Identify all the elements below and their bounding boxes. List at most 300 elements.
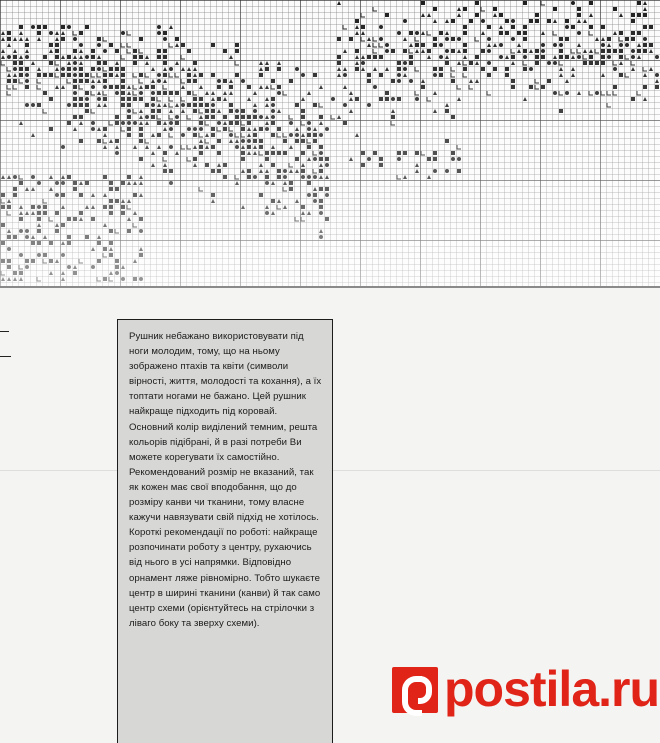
stitch-symbol (613, 31, 617, 35)
stitch-symbol (7, 175, 11, 179)
stitch-symbol (43, 211, 47, 215)
stitch-symbol (145, 121, 149, 125)
stitch-symbol (139, 121, 143, 125)
stitch-symbol (103, 247, 107, 251)
stitch-symbol (589, 55, 593, 59)
stitch-symbol (79, 103, 83, 107)
stitch-symbol (79, 211, 83, 215)
stitch-symbol (307, 121, 311, 125)
stitch-symbol (79, 43, 83, 47)
stitch-symbol (595, 61, 599, 65)
stitch-symbol (319, 157, 323, 161)
stitch-symbol (175, 115, 179, 119)
stitch-symbol (523, 61, 527, 65)
stitch-symbol (19, 31, 23, 35)
stitch-symbol (211, 103, 215, 107)
stitch-symbol (439, 55, 443, 59)
stitch-symbol (367, 43, 371, 47)
stitch-symbol (103, 49, 107, 53)
stitch-symbol (73, 55, 77, 59)
stitch-symbol (253, 139, 257, 143)
stitch-symbol (631, 31, 635, 35)
stitch-symbol (127, 229, 131, 233)
stitch-symbol (199, 139, 203, 143)
stitch-symbol (43, 259, 47, 263)
stitch-symbol (271, 115, 275, 119)
stitch-symbol (103, 79, 107, 83)
stitch-symbol (307, 181, 311, 185)
stitch-symbol (115, 151, 119, 155)
stitch-symbol (415, 163, 419, 167)
stitch-symbol (133, 259, 137, 263)
stitch-symbol (223, 49, 227, 53)
stitch-symbol (373, 67, 377, 71)
stitch-symbol (451, 67, 455, 71)
stitch-symbol (163, 85, 167, 89)
stitch-symbol (307, 91, 311, 95)
stitch-symbol (139, 55, 143, 59)
stitch-symbol (475, 1, 479, 5)
stitch-symbol (43, 91, 47, 95)
stitch-symbol (121, 79, 125, 83)
stitch-symbol (37, 217, 41, 221)
stitch-symbol (247, 145, 251, 149)
stitch-symbol (355, 61, 359, 65)
stitch-symbol (415, 49, 419, 53)
stitch-symbol (307, 211, 311, 215)
stitch-symbol (229, 133, 233, 137)
stitch-symbol (163, 127, 167, 131)
stitch-symbol (277, 61, 281, 65)
stitch-symbol (55, 211, 59, 215)
stitch-symbol (49, 175, 53, 179)
stitch-symbol (91, 127, 95, 131)
stitch-symbol (325, 157, 329, 161)
stitch-symbol (499, 25, 503, 29)
stitch-symbol (577, 31, 581, 35)
stitch-symbol (355, 31, 359, 35)
stitch-symbol (37, 253, 41, 257)
stitch-symbol (13, 37, 17, 41)
stitch-symbol (565, 25, 569, 29)
stitch-symbol (247, 151, 251, 155)
stitch-symbol (13, 175, 17, 179)
stitch-symbol (193, 109, 197, 113)
stitch-symbol (163, 103, 167, 107)
stitch-symbol (199, 133, 203, 137)
stitch-symbol (151, 133, 155, 137)
stitch-symbol (529, 67, 533, 71)
stitch-symbol (49, 271, 53, 275)
stitch-symbol (19, 211, 23, 215)
stitch-symbol (139, 247, 143, 251)
stitch-symbol (205, 121, 209, 125)
stitch-symbol (19, 121, 23, 125)
stitch-symbol (589, 61, 593, 65)
stitch-symbol (211, 73, 215, 77)
stitch-symbol (601, 37, 605, 41)
stitch-symbol (301, 175, 305, 179)
stitch-symbol (445, 139, 449, 143)
stitch-symbol (265, 157, 269, 161)
stitch-symbol (121, 205, 125, 209)
stitch-symbol (43, 109, 47, 113)
stitch-symbol (301, 121, 305, 125)
stitch-symbol (445, 169, 449, 173)
stitch-symbol (307, 193, 311, 197)
stitch-symbol (583, 61, 587, 65)
stitch-symbol (415, 169, 419, 173)
stitch-symbol (85, 103, 89, 107)
stitch-symbol (73, 127, 77, 131)
stitch-symbol (25, 43, 29, 47)
stitch-symbol (523, 49, 527, 53)
stitch-symbol (91, 265, 95, 269)
stitch-symbol (103, 193, 107, 197)
stitch-symbol (73, 103, 77, 107)
stitch-symbol (589, 91, 593, 95)
stitch-symbol (25, 235, 29, 239)
stitch-symbol (19, 37, 23, 41)
stitch-symbol (607, 55, 611, 59)
stitch-symbol (79, 193, 83, 197)
stitch-symbol (61, 25, 65, 29)
stitch-symbol (49, 31, 53, 35)
stitch-symbol (97, 241, 101, 245)
stitch-symbol (589, 25, 593, 29)
stitch-symbol (595, 49, 599, 53)
stitch-symbol (61, 241, 65, 245)
stitch-symbol (25, 55, 29, 59)
stitch-symbol (445, 61, 449, 65)
stitch-symbol (511, 85, 515, 89)
stitch-symbol (133, 211, 137, 215)
stitch-symbol (637, 43, 641, 47)
stitch-symbol (517, 43, 521, 47)
stitch-symbol (115, 73, 119, 77)
stitch-symbol (265, 151, 269, 155)
stitch-symbol (25, 73, 29, 77)
stitch-symbol (61, 271, 65, 275)
stitch-symbol (229, 139, 233, 143)
stitch-symbol (541, 85, 545, 89)
stitch-symbol (295, 127, 299, 131)
stitch-symbol (163, 67, 167, 71)
stitch-symbol (235, 61, 239, 65)
stitch-symbol (103, 103, 107, 107)
stitch-symbol (73, 271, 77, 275)
stitch-symbol (151, 67, 155, 71)
stitch-symbol (631, 19, 635, 23)
stitch-symbol (637, 55, 641, 59)
stitch-symbol (127, 43, 131, 47)
stitch-symbol (277, 127, 281, 131)
stitch-symbol (511, 79, 515, 83)
stitch-symbol (457, 157, 461, 161)
stitch-symbol (19, 181, 23, 185)
stitch-symbol (169, 121, 173, 125)
stitch-symbol (433, 91, 437, 95)
stitch-symbol (301, 217, 305, 221)
stitch-symbol (265, 127, 269, 131)
stitch-symbol (157, 73, 161, 77)
margin-mark (0, 331, 9, 332)
stitch-symbol (445, 49, 449, 53)
stitch-symbol (499, 55, 503, 59)
stitch-symbol (115, 187, 119, 191)
stitch-symbol (115, 271, 119, 275)
stitch-symbol (121, 103, 125, 107)
stitch-symbol (445, 37, 449, 41)
stitch-symbol (319, 85, 323, 89)
stitch-symbol (91, 73, 95, 77)
stitch-symbol (511, 49, 515, 53)
stitch-symbol (79, 181, 83, 185)
stitch-symbol (547, 79, 551, 83)
stitch-symbol (265, 181, 269, 185)
stitch-symbol (115, 145, 119, 149)
stitch-symbol (445, 55, 449, 59)
stitch-symbol (619, 13, 623, 17)
watermark (392, 653, 658, 733)
stitch-symbol (103, 145, 107, 149)
stitch-symbol (19, 229, 23, 233)
stitch-symbol (91, 205, 95, 209)
stitch-symbol (25, 67, 29, 71)
stitch-symbol (247, 169, 251, 173)
stitch-symbol (127, 103, 131, 107)
stitch-symbol (523, 97, 527, 101)
stitch-symbol (151, 91, 155, 95)
stitch-symbol (193, 67, 197, 71)
stitch-symbol (649, 49, 653, 53)
stitch-symbol (55, 193, 59, 197)
stitch-symbol (295, 139, 299, 143)
stitch-symbol (199, 187, 203, 191)
stitch-symbol (307, 139, 311, 143)
stitch-symbol (115, 139, 119, 143)
stitch-symbol (25, 187, 29, 191)
stitch-symbol (211, 97, 215, 101)
stitch-symbol (487, 73, 491, 77)
stitch-symbol (127, 109, 131, 113)
stitch-symbol (613, 61, 617, 65)
stitch-symbol (511, 55, 515, 59)
stitch-symbol (553, 19, 557, 23)
stitch-symbol (55, 37, 59, 41)
stitch-symbol (367, 55, 371, 59)
stitch-symbol (61, 175, 65, 179)
stitch-symbol (31, 205, 35, 209)
stitch-symbol (259, 67, 263, 71)
stitch-symbol (457, 97, 461, 101)
stitch-symbol (271, 103, 275, 107)
stitch-symbol (43, 73, 47, 77)
stitch-symbol (157, 25, 161, 29)
stitch-symbol (247, 175, 251, 179)
stitch-symbol (37, 103, 41, 107)
stitch-symbol (361, 55, 365, 59)
stitch-symbol (13, 67, 17, 71)
stitch-symbol (73, 85, 77, 89)
stitch-symbol (193, 97, 197, 101)
stitch-symbol (427, 55, 431, 59)
stitch-symbol (73, 61, 77, 65)
stitch-symbol (187, 49, 191, 53)
stitch-symbol (475, 55, 479, 59)
stitch-symbol (181, 79, 185, 83)
stitch-symbol (121, 127, 125, 131)
stitch-symbol (313, 127, 317, 131)
stitch-symbol (445, 19, 449, 23)
stitch-symbol (271, 151, 275, 155)
stitch-symbol (133, 85, 137, 89)
stitch-symbol (211, 109, 215, 113)
stitch-symbol (67, 55, 71, 59)
stitch-symbol (637, 31, 641, 35)
stitch-symbol (583, 49, 587, 53)
stitch-symbol (553, 43, 557, 47)
stitch-symbol (127, 31, 131, 35)
stitch-symbol (31, 211, 35, 215)
stitch-symbol (385, 97, 389, 101)
stitch-symbol (199, 85, 203, 89)
stitch-symbol (235, 181, 239, 185)
stitch-symbol (193, 157, 197, 161)
stitch-symbol (523, 25, 527, 29)
stitch-symbol (175, 73, 179, 77)
stitch-symbol (373, 55, 377, 59)
stitch-symbol (85, 91, 89, 95)
stitch-symbol (457, 61, 461, 65)
stitch-symbol (157, 97, 161, 101)
stitch-symbol (577, 13, 581, 17)
stitch-symbol (103, 37, 107, 41)
stitch-symbol (25, 211, 29, 215)
stitch-symbol (499, 13, 503, 17)
stitch-symbol (577, 19, 581, 23)
stitch-symbol (439, 67, 443, 71)
stitch-symbol (439, 31, 443, 35)
stitch-symbol (31, 187, 35, 191)
stitch-symbol (91, 79, 95, 83)
stitch-symbol (235, 109, 239, 113)
stitch-symbol (331, 97, 335, 101)
stitch-symbol (127, 205, 131, 209)
stitch-symbol (193, 133, 197, 137)
stitch-symbol (211, 145, 215, 149)
stitch-symbol (505, 73, 509, 77)
stitch-symbol (253, 175, 257, 179)
stitch-symbol (193, 103, 197, 107)
stitch-symbol (373, 49, 377, 53)
stitch-symbol (361, 163, 365, 167)
stitch-symbol (103, 139, 107, 143)
stitch-symbol (199, 121, 203, 125)
stitch-symbol (121, 31, 125, 35)
stitch-symbol (163, 55, 167, 59)
instructions-paragraph: Короткі рекомендації по роботі: найкраще розпочинати роботу з центру, рухаючись від нього в усі напрямки. Відповідно орнамент ляже рівномірно. Тобто шукаєте центр в ширині тканини (канви) й так само центр схеми (орієнтуйтесь на стрілочки з ліваго боку та зверху схеми). (129, 527, 321, 629)
stitch-symbol (319, 229, 323, 233)
stitch-symbol (595, 37, 599, 41)
stitch-symbol (103, 61, 107, 65)
stitch-symbol (433, 169, 437, 173)
stitch-symbol (595, 91, 599, 95)
stitch-symbol (127, 49, 131, 53)
stitch-symbol (271, 97, 275, 101)
stitch-symbol (265, 67, 269, 71)
stitch-symbol (115, 199, 119, 203)
stitch-symbol (283, 133, 287, 137)
stitch-symbol (169, 73, 173, 77)
stitch-symbol (637, 49, 641, 53)
stitch-symbol (265, 103, 269, 107)
stitch-symbol (457, 37, 461, 41)
stitch-symbol (571, 25, 575, 29)
stitch-symbol (361, 61, 365, 65)
stitch-symbol (91, 67, 95, 71)
stitch-symbol (427, 13, 431, 17)
stitch-symbol (295, 133, 299, 137)
stitch-symbol (535, 55, 539, 59)
stitch-symbol (151, 163, 155, 167)
stitch-symbol (325, 187, 329, 191)
stitch-symbol (151, 109, 155, 113)
stitch-symbol (655, 73, 659, 77)
stitch-symbol (571, 49, 575, 53)
stitch-symbol (85, 25, 89, 29)
stitch-symbol (139, 73, 143, 77)
stitch-symbol (427, 175, 431, 179)
stitch-symbol (235, 115, 239, 119)
stitch-symbol (193, 91, 197, 95)
stitch-symbol (619, 55, 623, 59)
stitch-symbol (187, 145, 191, 149)
stitch-symbol (643, 49, 647, 53)
stitch-symbol (49, 241, 53, 245)
stitch-symbol (487, 43, 491, 47)
stitch-symbol (427, 97, 431, 101)
stitch-symbol (259, 139, 263, 143)
stitch-symbol (211, 193, 215, 197)
stitch-symbol (169, 91, 173, 95)
stitch-symbol (85, 79, 89, 83)
stitch-symbol (535, 79, 539, 83)
stitch-symbol (601, 91, 605, 95)
stitch-symbol (31, 241, 35, 245)
stitch-symbol (7, 55, 11, 59)
stitch-symbol (643, 97, 647, 101)
stitch-symbol (559, 37, 563, 41)
stitch-symbol (313, 73, 317, 77)
stitch-symbol (457, 13, 461, 17)
stitch-symbol (391, 109, 395, 113)
stitch-symbol (307, 133, 311, 137)
stitch-symbol (283, 91, 287, 95)
stitch-symbol (277, 133, 281, 137)
stitch-symbol (235, 139, 239, 143)
stitch-symbol (475, 61, 479, 65)
stitch-symbol (67, 175, 71, 179)
stitch-symbol (253, 91, 257, 95)
stitch-symbol (13, 55, 17, 59)
stitch-symbol (1, 55, 5, 59)
stitch-symbol (223, 79, 227, 83)
stitch-symbol (253, 151, 257, 155)
stitch-symbol (109, 121, 113, 125)
stitch-symbol (313, 151, 317, 155)
stitch-symbol (61, 223, 65, 227)
